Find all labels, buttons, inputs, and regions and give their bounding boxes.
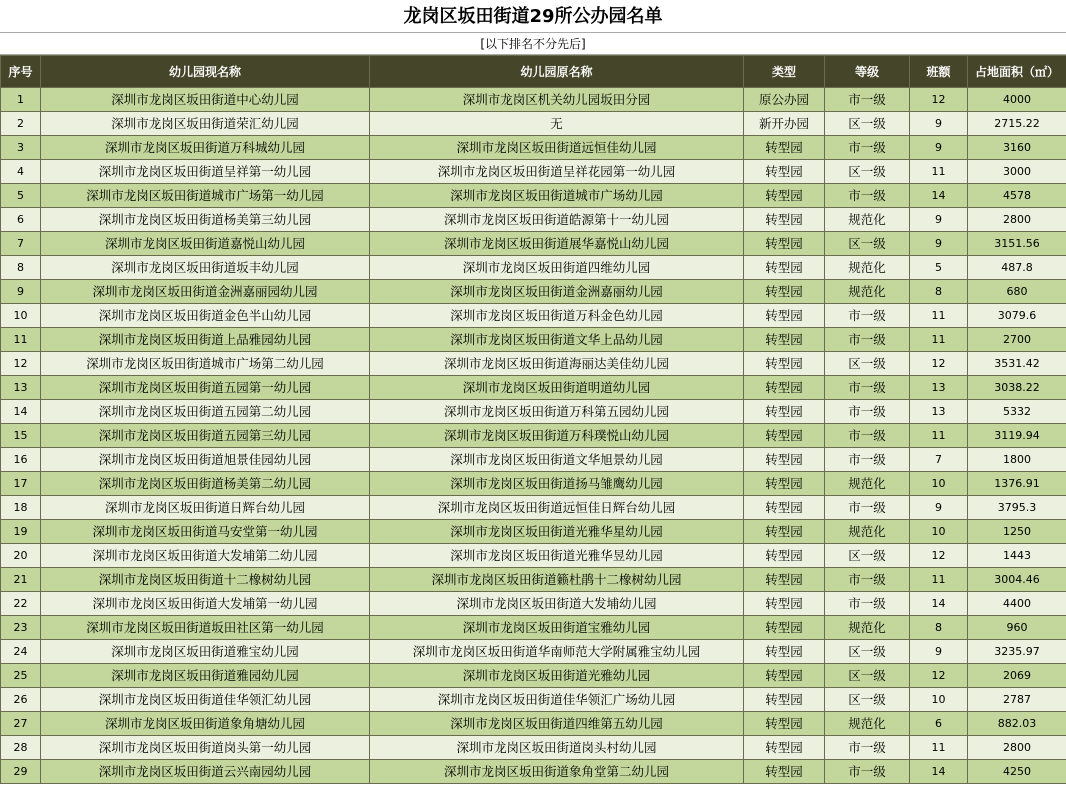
cell-type[interactable]: 转型园 xyxy=(744,400,825,424)
cell-original-name[interactable]: 深圳市龙岗区坂田街道远恒佳日辉台幼儿园 xyxy=(370,496,744,520)
table-body xyxy=(1,88,1066,784)
header-grade[interactable]: 等级 xyxy=(825,56,910,88)
cell-original-name[interactable]: 深圳市龙岗区坂田街道籁杜鹃十二橡树幼儿园 xyxy=(370,568,744,592)
cell-index[interactable]: 3 xyxy=(1,136,41,160)
cell-type[interactable]: 转型园 xyxy=(744,448,825,472)
cell-original-name[interactable]: 深圳市龙岗区坂田街道金洲嘉丽幼儿园 xyxy=(370,280,744,304)
cell-index[interactable]: 21 xyxy=(1,568,41,592)
cell-index[interactable]: 4 xyxy=(1,160,41,184)
table-row xyxy=(1,400,1066,424)
table-row xyxy=(1,184,1066,208)
cell-class-count[interactable]: 12 xyxy=(910,544,968,568)
cell-index[interactable]: 12 xyxy=(1,352,41,376)
cell-area[interactable]: 2715.22 xyxy=(968,112,1066,136)
cell-class-count[interactable]: 9 xyxy=(910,136,968,160)
cell-class-count[interactable]: 11 xyxy=(910,160,968,184)
cell-class-count[interactable]: 10 xyxy=(910,520,968,544)
cell-current-name[interactable]: 深圳市龙岗区坂田街道杨美第二幼儿园 xyxy=(41,472,370,496)
cell-area[interactable]: 1250 xyxy=(968,520,1066,544)
table-row xyxy=(1,376,1066,400)
cell-grade[interactable]: 市一级 xyxy=(825,496,910,520)
cell-area[interactable]: 3038.22 xyxy=(968,376,1066,400)
cell-original-name[interactable]: 深圳市龙岗区坂田街道光雅幼儿园 xyxy=(370,664,744,688)
cell-current-name[interactable]: 深圳市龙岗区坂田街道佳华领汇幼儿园 xyxy=(41,688,370,712)
cell-current-name[interactable]: 深圳市龙岗区坂田街道五园第三幼儿园 xyxy=(41,424,370,448)
cell-index[interactable]: 19 xyxy=(1,520,41,544)
cell-type[interactable]: 转型园 xyxy=(744,688,825,712)
cell-grade[interactable]: 区一级 xyxy=(825,352,910,376)
cell-original-name[interactable]: 深圳市龙岗区坂田街道四维幼儿园 xyxy=(370,256,744,280)
cell-class-count[interactable]: 5 xyxy=(910,256,968,280)
cell-grade[interactable]: 规范化 xyxy=(825,472,910,496)
cell-area[interactable]: 3079.6 xyxy=(968,304,1066,328)
table-row xyxy=(1,520,1066,544)
cell-original-name[interactable]: 深圳市龙岗区坂田街道光雅华昱幼儿园 xyxy=(370,544,744,568)
cell-current-name[interactable]: 深圳市龙岗区坂田街道呈祥第一幼儿园 xyxy=(41,160,370,184)
cell-type[interactable]: 转型园 xyxy=(744,160,825,184)
cell-grade[interactable]: 市一级 xyxy=(825,328,910,352)
sheet-subtitle: [以下排名不分先后] xyxy=(0,33,1066,55)
cell-original-name[interactable]: 深圳市龙岗区坂田街道四维第五幼儿园 xyxy=(370,712,744,736)
cell-index[interactable]: 20 xyxy=(1,544,41,568)
cell-area[interactable]: 680 xyxy=(968,280,1066,304)
cell-grade[interactable]: 区一级 xyxy=(825,640,910,664)
cell-current-name[interactable]: 深圳市龙岗区坂田街道城市广场第一幼儿园 xyxy=(41,184,370,208)
cell-class-count[interactable]: 9 xyxy=(910,232,968,256)
cell-grade[interactable]: 区一级 xyxy=(825,112,910,136)
cell-class-count[interactable]: 12 xyxy=(910,664,968,688)
cell-class-count[interactable]: 8 xyxy=(910,280,968,304)
cell-area[interactable]: 960 xyxy=(968,616,1066,640)
cell-grade[interactable]: 区一级 xyxy=(825,160,910,184)
cell-current-name[interactable]: 深圳市龙岗区坂田街道十二橡树幼儿园 xyxy=(41,568,370,592)
cell-original-name[interactable]: 深圳市龙岗区坂田街道呈祥花园第一幼儿园 xyxy=(370,160,744,184)
cell-current-name[interactable]: 深圳市龙岗区坂田街道城市广场第二幼儿园 xyxy=(41,352,370,376)
cell-index[interactable]: 7 xyxy=(1,232,41,256)
cell-area[interactable]: 1800 xyxy=(968,448,1066,472)
cell-grade[interactable]: 市一级 xyxy=(825,760,910,784)
cell-index[interactable]: 5 xyxy=(1,184,41,208)
cell-current-name[interactable]: 深圳市龙岗区坂田街道日辉台幼儿园 xyxy=(41,496,370,520)
cell-area[interactable]: 1376.91 xyxy=(968,472,1066,496)
cell-type[interactable]: 转型园 xyxy=(744,136,825,160)
cell-area[interactable]: 2787 xyxy=(968,688,1066,712)
cell-type[interactable]: 转型园 xyxy=(744,736,825,760)
header-class-count[interactable]: 班额 xyxy=(910,56,968,88)
cell-grade[interactable]: 市一级 xyxy=(825,88,910,112)
cell-area[interactable]: 3119.94 xyxy=(968,424,1066,448)
cell-original-name[interactable]: 深圳市龙岗区坂田街道岗头村幼儿园 xyxy=(370,736,744,760)
cell-current-name[interactable]: 深圳市龙岗区坂田街道万科城幼儿园 xyxy=(41,136,370,160)
table-row xyxy=(1,280,1066,304)
table-row xyxy=(1,712,1066,736)
table-row xyxy=(1,688,1066,712)
cell-grade[interactable]: 区一级 xyxy=(825,688,910,712)
header-type[interactable]: 类型 xyxy=(744,56,825,88)
cell-current-name[interactable]: 深圳市龙岗区坂田街道雅园幼儿园 xyxy=(41,664,370,688)
cell-area[interactable]: 3531.42 xyxy=(968,352,1066,376)
cell-class-count[interactable]: 10 xyxy=(910,472,968,496)
cell-type[interactable]: 转型园 xyxy=(744,352,825,376)
cell-original-name[interactable]: 深圳市龙岗区坂田街道皓源第十一幼儿园 xyxy=(370,208,744,232)
cell-current-name[interactable]: 深圳市龙岗区坂田街道金色半山幼儿园 xyxy=(41,304,370,328)
cell-current-name[interactable]: 深圳市龙岗区坂田街道嘉悦山幼儿园 xyxy=(41,232,370,256)
cell-type[interactable]: 转型园 xyxy=(744,544,825,568)
table-row xyxy=(1,256,1066,280)
cell-type[interactable]: 转型园 xyxy=(744,640,825,664)
cell-area[interactable]: 487.8 xyxy=(968,256,1066,280)
cell-type[interactable]: 转型园 xyxy=(744,472,825,496)
cell-original-name[interactable]: 深圳市龙岗区坂田街道展华嘉悦山幼儿园 xyxy=(370,232,744,256)
table-row xyxy=(1,328,1066,352)
cell-original-name[interactable]: 深圳市龙岗区坂田街道光雅华星幼儿园 xyxy=(370,520,744,544)
cell-grade[interactable]: 规范化 xyxy=(825,256,910,280)
cell-index[interactable]: 29 xyxy=(1,760,41,784)
cell-current-name[interactable]: 深圳市龙岗区坂田街道云兴南园幼儿园 xyxy=(41,760,370,784)
table-row xyxy=(1,664,1066,688)
cell-index[interactable]: 1 xyxy=(1,88,41,112)
cell-original-name[interactable]: 深圳市龙岗区坂田街道文华旭景幼儿园 xyxy=(370,448,744,472)
cell-current-name[interactable]: 深圳市龙岗区坂田街道荣汇幼儿园 xyxy=(41,112,370,136)
header-index[interactable]: 序号 xyxy=(1,56,41,88)
cell-index[interactable]: 18 xyxy=(1,496,41,520)
cell-type[interactable]: 转型园 xyxy=(744,328,825,352)
sheet-title: 龙岗区坂田街道29所公办园名单 xyxy=(0,0,1066,33)
cell-grade[interactable]: 市一级 xyxy=(825,376,910,400)
cell-class-count[interactable]: 13 xyxy=(910,400,968,424)
cell-index[interactable]: 25 xyxy=(1,664,41,688)
cell-type[interactable]: 转型园 xyxy=(744,424,825,448)
cell-type[interactable]: 转型园 xyxy=(744,496,825,520)
cell-area[interactable]: 3160 xyxy=(968,136,1066,160)
cell-type[interactable]: 新开办园 xyxy=(744,112,825,136)
table-row xyxy=(1,760,1066,784)
cell-area[interactable]: 4250 xyxy=(968,760,1066,784)
cell-original-name[interactable]: 深圳市龙岗区坂田街道万科第五园幼儿园 xyxy=(370,400,744,424)
cell-index[interactable]: 13 xyxy=(1,376,41,400)
cell-index[interactable]: 28 xyxy=(1,736,41,760)
cell-index[interactable]: 10 xyxy=(1,304,41,328)
cell-type[interactable]: 转型园 xyxy=(744,712,825,736)
cell-grade[interactable]: 规范化 xyxy=(825,280,910,304)
cell-class-count[interactable]: 9 xyxy=(910,640,968,664)
cell-grade[interactable]: 市一级 xyxy=(825,136,910,160)
cell-grade[interactable]: 规范化 xyxy=(825,616,910,640)
cell-area[interactable]: 3151.56 xyxy=(968,232,1066,256)
cell-current-name[interactable]: 深圳市龙岗区坂田街道旭景佳园幼儿园 xyxy=(41,448,370,472)
table-row xyxy=(1,472,1066,496)
cell-type[interactable]: 转型园 xyxy=(744,280,825,304)
cell-grade[interactable]: 规范化 xyxy=(825,208,910,232)
cell-original-name[interactable]: 无 xyxy=(370,112,744,136)
table-row xyxy=(1,232,1066,256)
table-row xyxy=(1,112,1066,136)
cell-grade[interactable]: 区一级 xyxy=(825,664,910,688)
cell-index[interactable]: 23 xyxy=(1,616,41,640)
cell-class-count[interactable]: 9 xyxy=(910,496,968,520)
cell-current-name[interactable]: 深圳市龙岗区坂田街道杨美第三幼儿园 xyxy=(41,208,370,232)
table-row xyxy=(1,352,1066,376)
cell-grade[interactable]: 规范化 xyxy=(825,712,910,736)
table-row xyxy=(1,592,1066,616)
table-row xyxy=(1,136,1066,160)
cell-class-count[interactable]: 14 xyxy=(910,592,968,616)
cell-class-count[interactable]: 7 xyxy=(910,448,968,472)
cell-current-name[interactable]: 深圳市龙岗区坂田街道雅宝幼儿园 xyxy=(41,640,370,664)
cell-type[interactable]: 转型园 xyxy=(744,568,825,592)
cell-current-name[interactable]: 深圳市龙岗区坂田街道上品雅园幼儿园 xyxy=(41,328,370,352)
table-row xyxy=(1,616,1066,640)
table-row xyxy=(1,496,1066,520)
cell-grade[interactable]: 区一级 xyxy=(825,544,910,568)
cell-type[interactable]: 转型园 xyxy=(744,376,825,400)
cell-type[interactable]: 转型园 xyxy=(744,304,825,328)
cell-area[interactable]: 3795.3 xyxy=(968,496,1066,520)
cell-original-name[interactable]: 深圳市龙岗区坂田街道大发埔幼儿园 xyxy=(370,592,744,616)
cell-type[interactable]: 转型园 xyxy=(744,616,825,640)
cell-original-name[interactable]: 深圳市龙岗区坂田街道万科璞悦山幼儿园 xyxy=(370,424,744,448)
cell-current-name[interactable]: 深圳市龙岗区坂田街道坂丰幼儿园 xyxy=(41,256,370,280)
cell-grade[interactable]: 市一级 xyxy=(825,568,910,592)
cell-area[interactable]: 2800 xyxy=(968,208,1066,232)
cell-grade[interactable]: 市一级 xyxy=(825,448,910,472)
cell-area[interactable]: 2069 xyxy=(968,664,1066,688)
cell-type[interactable]: 转型园 xyxy=(744,232,825,256)
cell-index[interactable]: 16 xyxy=(1,448,41,472)
table-row xyxy=(1,544,1066,568)
cell-class-count[interactable]: 11 xyxy=(910,304,968,328)
cell-type[interactable]: 转型园 xyxy=(744,592,825,616)
kindergarten-table xyxy=(0,55,1066,784)
cell-area[interactable]: 4400 xyxy=(968,592,1066,616)
cell-index[interactable]: 15 xyxy=(1,424,41,448)
cell-class-count[interactable]: 13 xyxy=(910,376,968,400)
cell-index[interactable]: 26 xyxy=(1,688,41,712)
table-row xyxy=(1,160,1066,184)
cell-current-name[interactable]: 深圳市龙岗区坂田街道大发埔第二幼儿园 xyxy=(41,544,370,568)
cell-original-name[interactable]: 深圳市龙岗区坂田街道文华上品幼儿园 xyxy=(370,328,744,352)
cell-area[interactable]: 4578 xyxy=(968,184,1066,208)
cell-area[interactable]: 2800 xyxy=(968,736,1066,760)
cell-class-count[interactable]: 9 xyxy=(910,112,968,136)
cell-current-name[interactable]: 深圳市龙岗区坂田街道岗头第一幼儿园 xyxy=(41,736,370,760)
cell-current-name[interactable]: 深圳市龙岗区坂田街道金洲嘉丽园幼儿园 xyxy=(41,280,370,304)
cell-index[interactable]: 27 xyxy=(1,712,41,736)
cell-original-name[interactable]: 深圳市龙岗区机关幼儿园坂田分园 xyxy=(370,88,744,112)
cell-class-count[interactable]: 8 xyxy=(910,616,968,640)
cell-original-name[interactable]: 深圳市龙岗区坂田街道华南师范大学附属雅宝幼儿园 xyxy=(370,640,744,664)
cell-index[interactable]: 9 xyxy=(1,280,41,304)
table-row xyxy=(1,640,1066,664)
cell-grade[interactable]: 市一级 xyxy=(825,184,910,208)
header-row xyxy=(1,56,1066,88)
table-row xyxy=(1,304,1066,328)
cell-index[interactable]: 11 xyxy=(1,328,41,352)
cell-area[interactable]: 3235.97 xyxy=(968,640,1066,664)
table-row xyxy=(1,568,1066,592)
header-area[interactable]: 占地面积（㎡） xyxy=(968,56,1066,88)
cell-current-name[interactable]: 深圳市龙岗区坂田街道五园第一幼儿园 xyxy=(41,376,370,400)
cell-class-count[interactable]: 11 xyxy=(910,736,968,760)
cell-area[interactable]: 1443 xyxy=(968,544,1066,568)
cell-current-name[interactable]: 深圳市龙岗区坂田街道中心幼儿园 xyxy=(41,88,370,112)
cell-original-name[interactable]: 深圳市龙岗区坂田街道扬马雏鹰幼儿园 xyxy=(370,472,744,496)
cell-grade[interactable]: 市一级 xyxy=(825,400,910,424)
header-current-name[interactable]: 幼儿园现名称 xyxy=(41,56,370,88)
cell-original-name[interactable]: 深圳市龙岗区坂田街道象角堂第二幼儿园 xyxy=(370,760,744,784)
cell-class-count[interactable]: 11 xyxy=(910,328,968,352)
cell-original-name[interactable]: 深圳市龙岗区坂田街道远恒佳幼儿园 xyxy=(370,136,744,160)
cell-class-count[interactable]: 10 xyxy=(910,688,968,712)
table-row xyxy=(1,424,1066,448)
cell-type[interactable]: 转型园 xyxy=(744,184,825,208)
cell-index[interactable]: 6 xyxy=(1,208,41,232)
cell-grade[interactable]: 市一级 xyxy=(825,304,910,328)
table-row xyxy=(1,208,1066,232)
cell-class-count[interactable]: 12 xyxy=(910,352,968,376)
cell-current-name[interactable]: 深圳市龙岗区坂田街道马安堂第一幼儿园 xyxy=(41,520,370,544)
cell-current-name[interactable]: 深圳市龙岗区坂田街道坂田社区第一幼儿园 xyxy=(41,616,370,640)
cell-class-count[interactable]: 6 xyxy=(910,712,968,736)
cell-original-name[interactable]: 深圳市龙岗区坂田街道海丽达美佳幼儿园 xyxy=(370,352,744,376)
cell-original-name[interactable]: 深圳市龙岗区坂田街道明道幼儿园 xyxy=(370,376,744,400)
cell-index[interactable]: 22 xyxy=(1,592,41,616)
cell-area[interactable]: 4000 xyxy=(968,88,1066,112)
cell-type[interactable]: 转型园 xyxy=(744,664,825,688)
table-row xyxy=(1,88,1066,112)
cell-class-count[interactable]: 11 xyxy=(910,568,968,592)
cell-class-count[interactable]: 14 xyxy=(910,760,968,784)
cell-original-name[interactable]: 深圳市龙岗区坂田街道城市广场幼儿园 xyxy=(370,184,744,208)
cell-class-count[interactable]: 11 xyxy=(910,424,968,448)
table-row xyxy=(1,736,1066,760)
cell-area[interactable]: 882.03 xyxy=(968,712,1066,736)
cell-index[interactable]: 14 xyxy=(1,400,41,424)
cell-original-name[interactable]: 深圳市龙岗区坂田街道宝雅幼儿园 xyxy=(370,616,744,640)
table-row xyxy=(1,448,1066,472)
cell-type[interactable]: 转型园 xyxy=(744,520,825,544)
cell-type[interactable]: 转型园 xyxy=(744,208,825,232)
cell-original-name[interactable]: 深圳市龙岗区坂田街道万科金色幼儿园 xyxy=(370,304,744,328)
cell-class-count[interactable]: 14 xyxy=(910,184,968,208)
cell-grade[interactable]: 市一级 xyxy=(825,736,910,760)
cell-index[interactable]: 2 xyxy=(1,112,41,136)
cell-current-name[interactable]: 深圳市龙岗区坂田街道五园第二幼儿园 xyxy=(41,400,370,424)
cell-class-count[interactable]: 9 xyxy=(910,208,968,232)
cell-grade[interactable]: 市一级 xyxy=(825,592,910,616)
cell-index[interactable]: 24 xyxy=(1,640,41,664)
cell-type[interactable]: 原公办园 xyxy=(744,88,825,112)
cell-area[interactable]: 5332 xyxy=(968,400,1066,424)
cell-type[interactable]: 转型园 xyxy=(744,256,825,280)
cell-grade[interactable]: 区一级 xyxy=(825,232,910,256)
cell-index[interactable]: 8 xyxy=(1,256,41,280)
cell-class-count[interactable]: 12 xyxy=(910,88,968,112)
cell-index[interactable]: 17 xyxy=(1,472,41,496)
cell-grade[interactable]: 市一级 xyxy=(825,424,910,448)
cell-current-name[interactable]: 深圳市龙岗区坂田街道大发埔第一幼儿园 xyxy=(41,592,370,616)
cell-area[interactable]: 2700 xyxy=(968,328,1066,352)
cell-grade[interactable]: 规范化 xyxy=(825,520,910,544)
cell-area[interactable]: 3000 xyxy=(968,160,1066,184)
cell-original-name[interactable]: 深圳市龙岗区坂田街道佳华领汇广场幼儿园 xyxy=(370,688,744,712)
cell-area[interactable]: 3004.46 xyxy=(968,568,1066,592)
cell-type[interactable]: 转型园 xyxy=(744,760,825,784)
header-original-name[interactable]: 幼儿园原名称 xyxy=(370,56,744,88)
cell-current-name[interactable]: 深圳市龙岗区坂田街道象角塘幼儿园 xyxy=(41,712,370,736)
